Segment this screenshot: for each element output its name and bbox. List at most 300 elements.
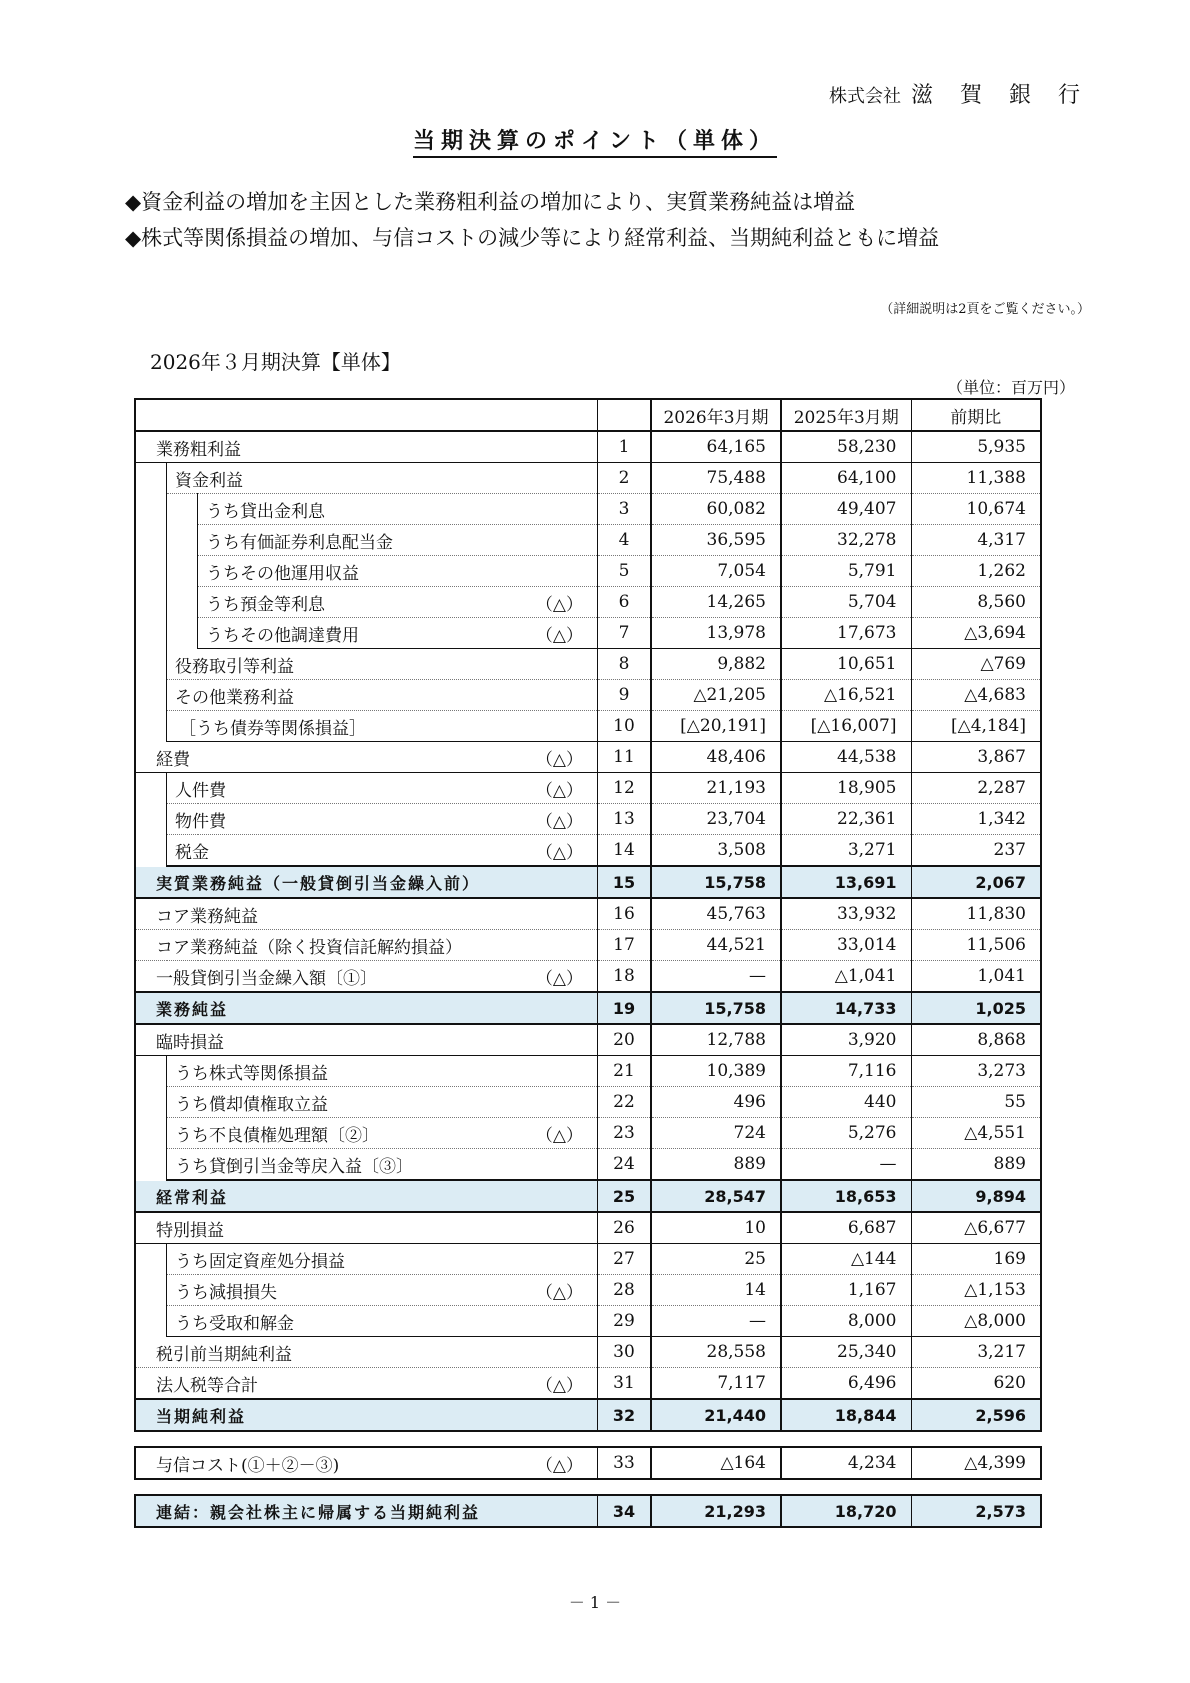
value-2025: 32,278 [781, 525, 911, 556]
table-row [135, 898, 1041, 930]
indent-cell [135, 431, 598, 463]
value-diff: 2,573 [911, 1495, 1041, 1527]
table-row [135, 992, 1041, 1024]
value-diff: 3,217 [911, 1337, 1041, 1368]
row-number: 6 [598, 587, 652, 618]
page-number: － 1 － [568, 1593, 622, 1612]
row-label [136, 1028, 597, 1053]
value-diff: 9,894 [911, 1180, 1041, 1212]
row-label-text: うち償却債権取立益 [175, 1094, 328, 1115]
row-number: 16 [598, 898, 652, 930]
value-2026: △164 [651, 1447, 781, 1479]
row-label [167, 466, 597, 491]
value-2026: 3,508 [651, 835, 781, 867]
value-diff: [△4,184] [911, 711, 1041, 742]
financial-table [134, 398, 1042, 1528]
row-label [167, 1090, 597, 1115]
row-number: 10 [598, 711, 652, 742]
row-number: 3 [598, 494, 652, 525]
row-label [136, 1451, 597, 1476]
row-label [167, 776, 597, 801]
row-number: 29 [598, 1306, 652, 1337]
table-row [135, 1056, 1041, 1087]
value-diff: △1,153 [911, 1275, 1041, 1306]
minus-indicator: （△） [535, 1282, 583, 1303]
indent-cell [135, 1180, 598, 1212]
indent-cell [167, 1087, 598, 1118]
value-diff: △8,000 [911, 1306, 1041, 1337]
value-2025: △1,041 [781, 961, 911, 993]
value-2026: 48,406 [651, 742, 781, 773]
table-row [135, 556, 1041, 587]
value-2026: 7,117 [651, 1368, 781, 1400]
value-2026: 75,488 [651, 463, 781, 494]
value-2025: [△16,007] [781, 711, 911, 742]
row-label [167, 1059, 597, 1084]
row-number: 15 [598, 866, 652, 898]
table-row [135, 1087, 1041, 1118]
row-label [167, 838, 597, 863]
minus-indicator: （△） [535, 1455, 583, 1476]
row-label [167, 1309, 597, 1334]
indent-cell [167, 556, 198, 587]
value-diff: 889 [911, 1149, 1041, 1181]
row-label-text: 経費 [156, 749, 190, 770]
value-diff: 620 [911, 1368, 1041, 1400]
table-row [135, 618, 1041, 649]
value-2026: 21,440 [651, 1399, 781, 1431]
value-2025: 18,653 [781, 1180, 911, 1212]
value-diff: 1,262 [911, 556, 1041, 587]
row-number: 26 [598, 1212, 652, 1244]
row-number: 24 [598, 1149, 652, 1181]
indent-cell [135, 525, 167, 556]
indent-cell [135, 463, 167, 494]
row-label [167, 683, 597, 708]
key-point-1: ◆資金利益の増加を主因とした業務粗利益の増加により、実質業務純益は増益 [125, 190, 856, 214]
minus-indicator: （△） [535, 811, 583, 832]
value-2026: 60,082 [651, 494, 781, 525]
table-row [135, 1275, 1041, 1306]
value-2025: 10,651 [781, 649, 911, 680]
row-label [136, 933, 597, 958]
spacer-cell [135, 1479, 1041, 1495]
indent-cell [135, 1399, 598, 1431]
value-2026: 25 [651, 1244, 781, 1275]
row-label [136, 1216, 597, 1241]
value-2025: 7,116 [781, 1056, 911, 1087]
value-diff: 3,273 [911, 1056, 1041, 1087]
key-points [125, 184, 939, 256]
table-row [135, 1306, 1041, 1337]
indent-cell [135, 1306, 167, 1337]
row-label-text: 当期純利益 [156, 1406, 247, 1426]
indent-cell [135, 1368, 598, 1400]
minus-indicator: （△） [535, 594, 583, 615]
indent-cell [135, 494, 167, 525]
table-row [135, 1337, 1041, 1368]
row-label-text: 連結：親会社株主に帰属する当期純利益 [156, 1502, 481, 1522]
row-label-text: 一般貸倒引当金繰入額〔①〕 [156, 968, 377, 989]
row-label-text: コア業務純益 [156, 906, 258, 927]
table-row [135, 1149, 1041, 1181]
indent-cell [167, 463, 598, 494]
indent-cell [167, 494, 198, 525]
row-label-text: 業務純益 [156, 999, 229, 1019]
row-label [136, 1371, 597, 1396]
value-2025: 13,691 [781, 866, 911, 898]
label-cell [198, 587, 598, 618]
value-diff: 5,935 [911, 431, 1041, 463]
table-row [135, 1447, 1041, 1479]
row-label [136, 871, 597, 894]
value-2025: 64,100 [781, 463, 911, 494]
value-2026: 15,758 [651, 992, 781, 1024]
value-2025: 1,167 [781, 1275, 911, 1306]
row-label-text: ［うち債券等関係損益］ [179, 718, 366, 739]
value-2026: 889 [651, 1149, 781, 1181]
table-row [135, 1244, 1041, 1275]
row-label-text: うち不良債権処理額〔②〕 [175, 1125, 379, 1146]
value-diff: 11,830 [911, 898, 1041, 930]
row-number: 31 [598, 1368, 652, 1400]
value-diff: 4,317 [911, 525, 1041, 556]
value-2025: 4,234 [781, 1447, 911, 1479]
row-number: 21 [598, 1056, 652, 1087]
row-label-text: うち有価証券利息配当金 [206, 532, 393, 553]
row-label-text: うち受取和解金 [175, 1313, 294, 1334]
row-label [198, 559, 597, 584]
value-diff: △4,683 [911, 680, 1041, 711]
value-2025: 18,905 [781, 773, 911, 804]
row-label-text: 経常利益 [156, 1187, 229, 1207]
value-diff: 3,867 [911, 742, 1041, 773]
row-number: 13 [598, 804, 652, 835]
value-diff: △4,551 [911, 1118, 1041, 1149]
table-spacer [135, 1431, 1041, 1447]
row-number: 5 [598, 556, 652, 587]
minus-indicator: （△） [535, 1375, 583, 1396]
value-2025: 6,496 [781, 1368, 911, 1400]
value-diff: △6,677 [911, 1212, 1041, 1244]
value-2026: [△20,191] [651, 711, 781, 742]
row-label-text: うち貸倒引当金等戻入益〔③〕 [175, 1156, 413, 1177]
page-title: 当期決算のポイント（単体） [0, 124, 1190, 155]
indent-cell [135, 898, 598, 930]
value-2025: 6,687 [781, 1212, 911, 1244]
minus-indicator: （△） [535, 749, 583, 770]
table-row [135, 835, 1041, 867]
row-number: 28 [598, 1275, 652, 1306]
value-diff: 8,868 [911, 1024, 1041, 1056]
row-label [136, 1500, 597, 1523]
minus-indicator: （△） [535, 968, 583, 989]
label-cell [198, 618, 598, 649]
indent-cell [135, 1495, 598, 1527]
value-2025: 22,361 [781, 804, 911, 835]
indent-cell [135, 680, 167, 711]
value-2025: △144 [781, 1244, 911, 1275]
minus-indicator: （△） [535, 780, 583, 801]
row-label [136, 1340, 597, 1365]
value-2025: 33,932 [781, 898, 911, 930]
table-row [135, 1495, 1041, 1527]
table-row [135, 866, 1041, 898]
row-label [136, 745, 597, 770]
row-number: 30 [598, 1337, 652, 1368]
indent-cell [135, 618, 167, 649]
row-label-text: 業務粗利益 [156, 439, 241, 460]
indent-cell [135, 742, 598, 773]
row-label [167, 714, 597, 739]
indent-cell [167, 1149, 598, 1181]
value-diff: 169 [911, 1244, 1041, 1275]
value-2026: 44,521 [651, 930, 781, 961]
table-row [135, 804, 1041, 835]
value-diff: 2,067 [911, 866, 1041, 898]
row-label [198, 528, 597, 553]
indent-cell [167, 773, 598, 804]
table-row [135, 711, 1041, 742]
table-row [135, 1399, 1041, 1431]
minus-indicator: （△） [535, 1125, 583, 1146]
row-label [136, 964, 597, 989]
value-2025: △16,521 [781, 680, 911, 711]
value-2025: 17,673 [781, 618, 911, 649]
indent-cell [135, 556, 167, 587]
row-label-text: 特別損益 [156, 1220, 224, 1241]
indent-cell [135, 835, 167, 867]
value-2025: 18,844 [781, 1399, 911, 1431]
row-label [136, 435, 597, 460]
table-header [135, 399, 1041, 431]
indent-cell [135, 930, 598, 961]
row-label [198, 590, 597, 615]
row-number: 11 [598, 742, 652, 773]
row-label-text: 物件費 [175, 811, 226, 832]
indent-cell [135, 804, 167, 835]
row-label-text: 税引前当期純利益 [156, 1344, 292, 1365]
row-number: 27 [598, 1244, 652, 1275]
indent-cell [167, 711, 598, 742]
col-2025: 2025年3月期 [781, 399, 911, 431]
value-2025: 8,000 [781, 1306, 911, 1337]
value-2025: 58,230 [781, 431, 911, 463]
indent-cell [167, 587, 198, 618]
table-row [135, 494, 1041, 525]
table-row [135, 463, 1041, 494]
indent-cell [135, 866, 598, 898]
row-label-text: うち預金等利息 [206, 594, 325, 615]
indent-cell [135, 649, 167, 680]
indent-cell [167, 1306, 598, 1337]
indent-cell [167, 1275, 598, 1306]
row-label [167, 1121, 597, 1146]
indent-cell [167, 1118, 598, 1149]
row-label-text: 与信コスト(①＋②－③) [156, 1455, 340, 1476]
row-number: 12 [598, 773, 652, 804]
key-point-2: ◆株式等関係損益の増加、与信コストの減少等により経常利益、当期純利益ともに増益 [125, 226, 940, 250]
value-diff: 1,025 [911, 992, 1041, 1024]
row-number: 33 [598, 1447, 652, 1479]
value-2026: 15,758 [651, 866, 781, 898]
value-2026: 10,389 [651, 1056, 781, 1087]
label-cell [198, 494, 598, 525]
value-2025: 33,014 [781, 930, 911, 961]
value-2026: 10 [651, 1212, 781, 1244]
indent-cell [167, 680, 598, 711]
value-diff: 1,041 [911, 961, 1041, 993]
indent-cell [167, 649, 598, 680]
table-row [135, 773, 1041, 804]
row-number: 20 [598, 1024, 652, 1056]
indent-cell [167, 804, 598, 835]
unit-label: （単位：百万円） [946, 378, 1075, 397]
company-name-main: 滋 賀 銀 行 [911, 83, 1090, 108]
table-row [135, 649, 1041, 680]
row-number: 23 [598, 1118, 652, 1149]
table-row [135, 680, 1041, 711]
indent-cell [135, 961, 598, 993]
value-2026: 28,547 [651, 1180, 781, 1212]
table-row [135, 1368, 1041, 1400]
row-label [167, 1278, 597, 1303]
value-2025: 3,271 [781, 835, 911, 867]
indent-cell [135, 1087, 167, 1118]
table-spacer [135, 1479, 1041, 1495]
row-label-text: コア業務純益（除く投資信託解約損益） [156, 937, 462, 958]
indent-cell [135, 1337, 598, 1368]
indent-cell [167, 835, 598, 867]
table-row [135, 1024, 1041, 1056]
row-label-text: うち減損損失 [175, 1282, 277, 1303]
row-number: 4 [598, 525, 652, 556]
row-label-text: その他業務利益 [175, 687, 294, 708]
row-label [198, 497, 597, 522]
value-2026: 21,193 [651, 773, 781, 804]
minus-indicator: （△） [535, 625, 583, 646]
row-number: 1 [598, 431, 652, 463]
spacer-cell [135, 1431, 1041, 1447]
value-2026: 496 [651, 1087, 781, 1118]
table-row [135, 431, 1041, 463]
value-diff: 55 [911, 1087, 1041, 1118]
value-2026: — [651, 961, 781, 993]
value-2025: 44,538 [781, 742, 911, 773]
section-title: 2026年３月期決算【単体】 [150, 350, 401, 374]
value-2026: 21,293 [651, 1495, 781, 1527]
value-diff: △769 [911, 649, 1041, 680]
row-label-text: 臨時損益 [156, 1032, 224, 1053]
minus-indicator: （△） [535, 842, 583, 863]
value-2025: 49,407 [781, 494, 911, 525]
value-diff: 2,596 [911, 1399, 1041, 1431]
indent-cell [167, 525, 198, 556]
table-row [135, 742, 1041, 773]
value-diff: 1,342 [911, 804, 1041, 835]
row-label-text: 役務取引等利益 [175, 656, 294, 677]
row-label [136, 997, 597, 1020]
table-row [135, 525, 1041, 556]
row-number: 18 [598, 961, 652, 993]
value-2026: 23,704 [651, 804, 781, 835]
row-label [136, 1185, 597, 1208]
table-row [135, 961, 1041, 993]
row-number: 8 [598, 649, 652, 680]
row-label-text: うち固定資産処分損益 [175, 1251, 345, 1272]
value-2026: 14,265 [651, 587, 781, 618]
value-diff: 237 [911, 835, 1041, 867]
table-row [135, 1180, 1041, 1212]
value-2026: 9,882 [651, 649, 781, 680]
indent-cell [167, 618, 198, 649]
value-2025: 18,720 [781, 1495, 911, 1527]
label-cell [198, 525, 598, 556]
value-2026: 13,978 [651, 618, 781, 649]
value-diff: 11,506 [911, 930, 1041, 961]
value-2026: 28,558 [651, 1337, 781, 1368]
table-row [135, 1118, 1041, 1149]
value-diff: 10,674 [911, 494, 1041, 525]
row-number: 25 [598, 1180, 652, 1212]
row-label [136, 902, 597, 927]
row-label-text: 実質業務純益（一般貸倒引当金繰入前） [156, 873, 481, 893]
value-2025: 14,733 [781, 992, 911, 1024]
value-2025: 25,340 [781, 1337, 911, 1368]
indent-cell [167, 1056, 598, 1087]
value-diff: 11,388 [911, 463, 1041, 494]
value-diff: 8,560 [911, 587, 1041, 618]
indent-cell [135, 773, 167, 804]
row-label-text: 人件費 [175, 780, 226, 801]
row-label [136, 1404, 597, 1427]
value-2026: 724 [651, 1118, 781, 1149]
value-2026: 45,763 [651, 898, 781, 930]
value-diff: △4,399 [911, 1447, 1041, 1479]
row-label [167, 652, 597, 677]
indent-cell [167, 1244, 598, 1275]
value-2025: 5,791 [781, 556, 911, 587]
table-row [135, 930, 1041, 961]
indent-cell [135, 1149, 167, 1181]
row-label-text: うちその他調達費用 [206, 625, 359, 646]
col-diff: 前期比 [911, 399, 1041, 431]
row-number: 22 [598, 1087, 652, 1118]
detail-note: （詳細説明は2頁をご覧ください。） [880, 302, 1090, 317]
value-2025: 440 [781, 1087, 911, 1118]
row-label-text: うち貸出金利息 [206, 501, 325, 522]
row-label [198, 621, 597, 646]
indent-cell [135, 992, 598, 1024]
row-label-text: うちその他運用収益 [206, 563, 359, 584]
row-number: 19 [598, 992, 652, 1024]
value-2026: 64,165 [651, 431, 781, 463]
value-2025: — [781, 1149, 911, 1181]
indent-cell [135, 1118, 167, 1149]
indent-cell [135, 1056, 167, 1087]
indent-cell [135, 1447, 598, 1479]
value-2025: 5,704 [781, 587, 911, 618]
value-2026: 7,054 [651, 556, 781, 587]
value-diff: 2,287 [911, 773, 1041, 804]
row-label [167, 1152, 597, 1177]
row-label-text: 法人税等合計 [156, 1375, 258, 1396]
row-number: 34 [598, 1495, 652, 1527]
value-diff: △3,694 [911, 618, 1041, 649]
indent-cell [135, 1244, 167, 1275]
indent-cell [135, 711, 167, 742]
value-2026: — [651, 1306, 781, 1337]
